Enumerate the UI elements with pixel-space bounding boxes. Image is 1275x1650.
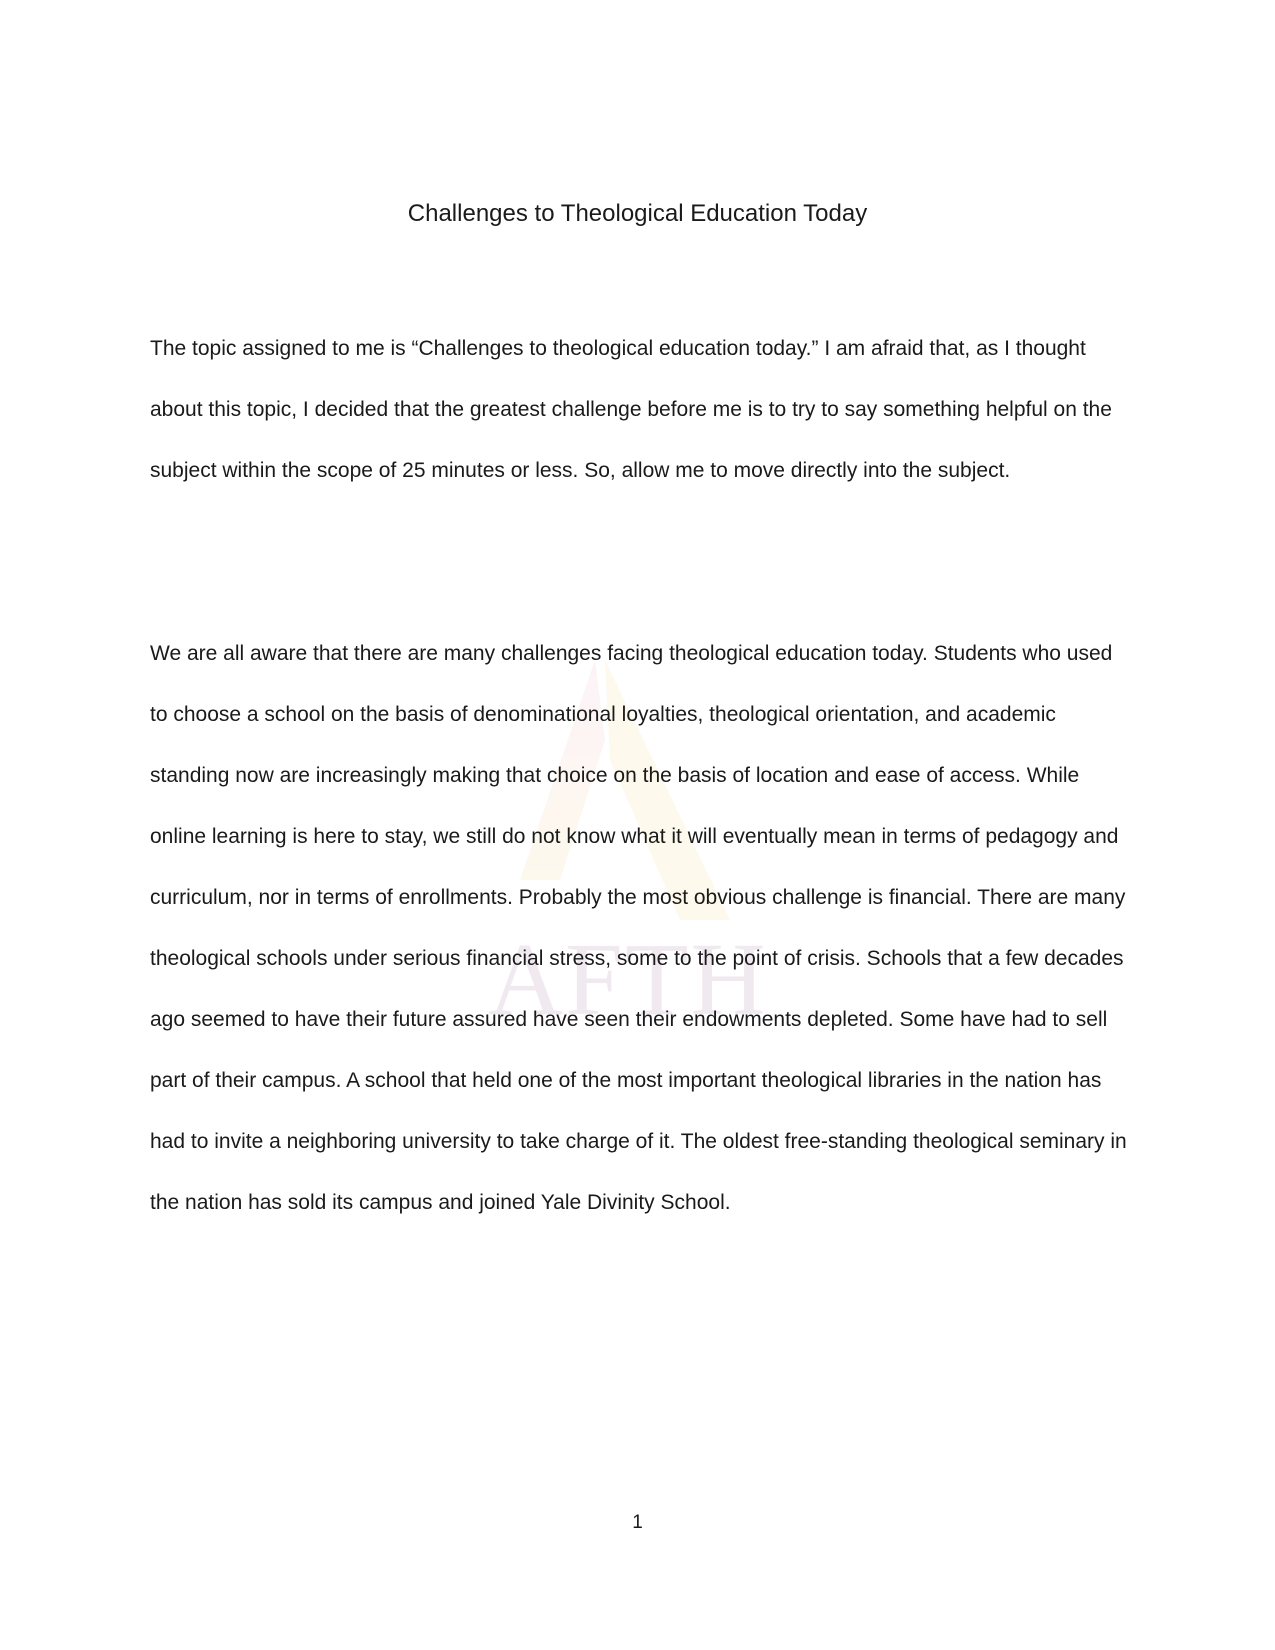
- paragraph-1: The topic assigned to me is “Challenges to theological education today.” I am afraid that, as I thought about this topic, I decided that the greatest challenge before me is to try to say something helpful on the subject within the scope of 25 minutes or less. So, allow me to move directly into the subject.: [150, 337, 1112, 482]
- paragraph-2: We are all aware that there are many challenges facing theological education today. Students who used to choose a school on the basis of denominational loyalties, theological orientation, and academic standing now are increasingly making that choice on the basis of location and ease of access. While online learning is here to stay, we still do not know what it will eventually mean in terms of pedagogy and curriculum, nor in terms of enrollments. Probably the most obvious challenge is financial. There are many theological schools under serious financial stress, some to the point of crisis. Schools that a few decades ago seemed to have their future assured have seen their endowments depleted. Some have had to sell part of their campus. A school that held one of the most important theological libraries in the nation has had to invite a neighboring university to take charge of it. The oldest free-standing theological seminary in the nation has sold its campus and joined Yale Divinity School.: [150, 642, 1127, 1214]
- page-number: 1: [632, 1512, 643, 1533]
- document-title: Challenges to Theological Education Today: [407, 200, 868, 227]
- watermark-text: AFTH: [488, 922, 768, 1037]
